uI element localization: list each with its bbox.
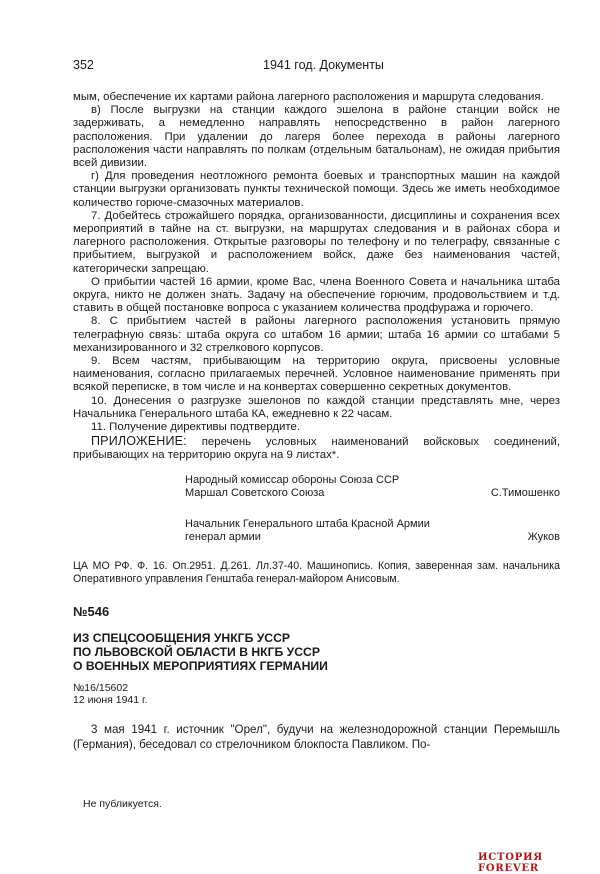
- paragraph: 8. С прибытием частей в районы лагерного расположения установить прямую телеграфную связь: штаба округа со штабом 16 армии; штаба 16 армии со штабами 5 механизированного и 32 стрелкового корпусов.: [73, 315, 560, 354]
- document-date: 12 июня 1941 г.: [73, 693, 148, 706]
- signature-name: С.Тимошенко: [490, 486, 560, 499]
- watermark-logo: ИСТОРИЯ FOREVER: [478, 852, 543, 874]
- paragraph: 10. Донесения о разгрузке эшелонов по каждой станции представлять мне, через Начальника Генерального штаба КА, ежедневно к 22 часам.: [73, 394, 560, 420]
- signature-name: Жуков: [527, 530, 560, 543]
- paragraph: мым, обеспечение их картами района лагерного расположения и маршрута следования.: [73, 91, 544, 103]
- paragraph: 9. Всем частям, прибывающим на территорию округа, присвоены условные наименования, согласно прилагаемых перечней. Условное наименование применять при всякой переписке, в том числе и на конвертах совершенно секретных документов.: [73, 355, 560, 394]
- signature-rank: генерал армии: [185, 530, 261, 543]
- signature-rank: Маршал Советского Союза: [185, 486, 325, 499]
- paragraph: О прибытии частей 16 армии, кроме Вас, члена Военного Совета и начальника штаба округа, никто не должен знать. Задачу на обеспечение горючим, продовольствием и т.д. ставить в общей постановке вопроса с указанием количества продфуража и горючего.: [73, 275, 560, 315]
- appendix: [73, 435, 560, 462]
- document-reference: [73, 682, 560, 706]
- footnote: Не публикуется.: [83, 798, 162, 810]
- paragraph: 3 мая 1941 г. источник "Орел", будучи на железнодорожной станции Перемышль (Германия), беседовал со стрелочником блокпоста Павликом. По-: [73, 722, 560, 751]
- appendix-caption: ПРИЛОЖЕНИЕ:: [91, 434, 187, 449]
- reference-number: №16/15602: [73, 681, 129, 694]
- document-body: [73, 91, 560, 752]
- signature-block: [73, 518, 560, 546]
- document-title: [73, 631, 560, 673]
- document-title-line: ИЗ СПЕЦСООБЩЕНИЯ УНКГБ УССР: [73, 630, 291, 645]
- document-title-line: О ВОЕННЫХ МЕРОПРИЯТИЯХ ГЕРМАНИИ: [73, 658, 328, 673]
- document-number: №546: [73, 603, 110, 619]
- signature-position: Народный комиссар обороны Союза ССР: [185, 473, 400, 486]
- paragraph: 11. Получение директивы подтвердите.: [91, 421, 301, 434]
- archive-source-note: ЦА МО РФ. Ф. 16. Оп.2951. Д.261. Лл.37-40. Машинопись. Копия, заверенная зам. начальника Оперативного управления Генштаба генерал-майором Анисовым.: [73, 559, 560, 585]
- paragraph: г) Для проведения неотложного ремонта боевых и транспортных машин на каждой станции выгрузки организовать пункты технической помощи. Здесь же иметь необходимое количество горюче-смазочных материалов.: [73, 170, 560, 209]
- page-header: [73, 58, 560, 74]
- running-title: 1941 год. Документы: [263, 58, 384, 72]
- signature-block: [73, 474, 560, 502]
- page-number: 352: [73, 58, 94, 72]
- paragraph: 7. Добейтесь строжайшего порядка, организованности, дисциплины и сохранения всех мероприятий в тайне на ст. выгрузки, на маршрутах следования и в районах сбора и лагерного расположения. Открытые разговоры по телефону и по телеграфу, связанные с прибытием, выгрузкой и расположением войск, даже без наименования частей, категорически запрещаю.: [73, 209, 560, 275]
- document-lead: [73, 722, 560, 752]
- paragraph: в) После выгрузки на станции каждого эшелона в районе станции войск не задерживать, а немедленно направлять непосредственно в район лагерного расположения. При удалении до лагеря более перехода в районы лагерного расположения части направлять по полкам (отдельным батальонам), не ожидая прибытия всей дивизии.: [73, 104, 560, 170]
- signature-position: Начальник Генерального штаба Красной Армии: [185, 517, 430, 530]
- appendix-text: перечень условных наименований войсковых соединений, прибывающих на территорию округа на 9 листах*.: [73, 436, 560, 462]
- document-title-line: ПО ЛЬВОВСКОЙ ОБЛАСТИ В НКГБ УССР: [73, 644, 320, 659]
